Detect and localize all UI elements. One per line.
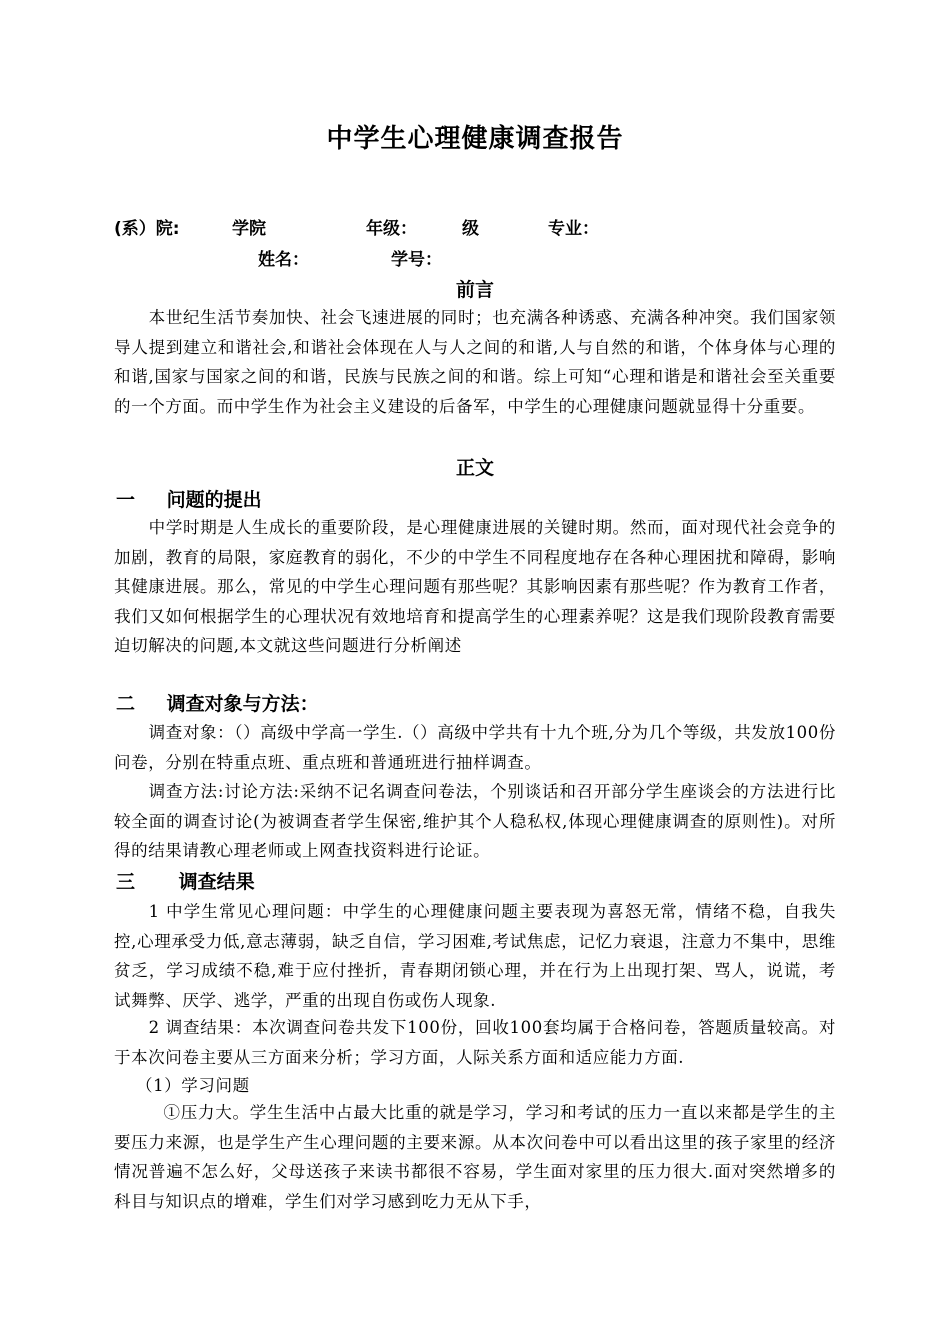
body-heading: 正文: [455, 457, 494, 479]
grade-label: 年级：: [366, 219, 417, 239]
section-2-title: 调查对象与方法：: [166, 693, 319, 715]
section-3-title: 调查结果: [178, 871, 255, 893]
survey-method-paragraph: 调查方法:讨论方法:采纳不记名调查问卷法，个别谈话和召开部分学生座谈会的方法进行比较全面的调查讨论(为被调查者学生保密,维护其个人稳私权,体现心理健康调查的原则性)。对所得的结果请教心理老师或上网查找资料进行论证。: [114, 782, 836, 860]
name-label: 姓名：: [258, 250, 309, 270]
section-3-heading: [116, 867, 255, 894]
subsection-study-problems: （1）学习问题: [136, 1076, 250, 1095]
major-label: 专业：: [548, 219, 599, 239]
grade-value: 级: [462, 219, 479, 239]
survey-results-paragraph: 2 调查结果：本次调查问卷共发下100份，回收100套均属于合格问卷，答题质量较高。对于本次问卷主要从三方面来分析；学习方面，人际关系方面和适应能力方面.: [114, 1018, 836, 1067]
common-problems-paragraph: 1 中学生常见心理问题：中学生的心理健康问题主要表现为喜怒无常，情绪不稳，自我失控,心理承受力低,意志薄弱，缺乏自信，学习困难,考试焦虑，记忆力衰退，注意力不集中，思维贫乏，学习成绩不稳,难于应付挫折，青春期闭锁心理，并在行为上出现打架、骂人，说谎，考试舞弊、厌学、逃学，严重的出现自伤或伤人现象.: [114, 902, 836, 1010]
section-1-heading: [116, 485, 262, 512]
preface-paragraph: 本世纪生活节奏加快、社会飞速进展的同时；也充满各种诱惑、充满各种冲突。我们国家领导人提到建立和谐社会,和谐社会体现在人与人之间的和谐,人与自然的和谐，个体身体与心理的和谐,国家与国家之间的和谐，民族与民族之间的和谐。综上可知“心理和谐是和谐社会至关重要的一个方面。而中学生作为社会主义建设的后备军，中学生的心理健康问题就显得十分重要。: [114, 308, 836, 416]
section-1-paragraph: 中学时期是人生成长的重要阶段，是心理健康进展的关键时期。然而，面对现代社会竞争的加剧，教育的局限，家庭教育的弱化，不少的中学生不同程度地存在各种心理困扰和障碍，影响其健康进展。那么，常见的中学生心理问题有那些呢？其影响因素有那些呢？作为教育工作者，我们又如何根据学生的心理状况有效地培育和提高学生的心理素养呢？这是我们现阶段教育需要迫切解决的问题,本文就这些问题进行分析阐述: [114, 518, 836, 655]
student-id-label: 学号：: [391, 250, 442, 270]
section-2-heading: [116, 689, 319, 716]
study-pressure-paragraph: ①压力大。学生生活中占最大比重的就是学习，学习和考试的压力一直以来都是学生的主要压力来源，也是学生产生心理问题的主要来源。从本次问卷中可以看出这里的孩子家里的经济情况普遍不怎么好，父母送孩子来读书都很不容易，学生面对家里的压力很大.面对突然增多的科目与知识点的增难，学生们对学习感到吃力无从下手，: [114, 1103, 836, 1211]
dept-label: (系）院:: [114, 219, 180, 239]
section-3-number: 三: [116, 871, 136, 893]
preface-heading: 前言: [455, 279, 494, 301]
section-1-number: 一: [116, 489, 136, 511]
survey-object-paragraph: 调查对象：（）高级中学高一学生.（）高级中学共有十九个班,分为几个等级，共发放100份问卷，分别在特重点班、重点班和普通班进行抽样调查。: [114, 723, 836, 772]
section-1-title: 问题的提出: [166, 489, 262, 511]
section-2-number: 二: [116, 693, 136, 715]
dept-value: 学院: [232, 219, 266, 239]
document-title: 中学生心理健康调查报告: [326, 124, 624, 154]
